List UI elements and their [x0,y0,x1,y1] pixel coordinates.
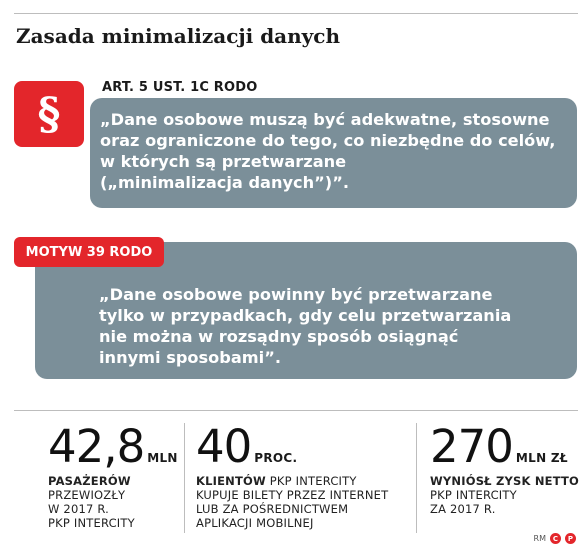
author-initials: RM [533,534,546,543]
stat-line: LUB ZA POŚREDNICTWEM [196,502,349,516]
stat-line: ZA 2017 R. [430,502,496,516]
stat-divider [184,423,185,533]
stat-number: 40 [196,420,252,473]
stat-number: 42,8 [48,420,145,473]
stat-description [430,474,579,516]
paragraph-section-icon: § [14,81,84,147]
stat-unit: PROC. [254,451,298,465]
stat-description [48,474,178,530]
motyw-label: MOTYW 39 RODO [14,237,164,267]
stat-passengers [48,420,178,530]
stat-profit [430,420,580,516]
stat-line: APLIKACJI MOBILNEJ [196,516,314,530]
stat-line: PKP INTERCITY [430,488,517,502]
logo-c-icon: C [550,533,561,544]
stat-unit: MLN [147,451,178,465]
quote-box-article [90,98,577,208]
stat-bold: WYNIÓSŁ ZYSK NETTO [430,474,580,488]
top-rule [14,13,578,14]
stat-divider [416,423,417,533]
stat-unit: MLN ZŁ [515,451,568,465]
quote-text-motyw: „Dane osobowe powinny być przetwarzane tylko w przypadkach, gdy celu przetwarzania nie można w rozsądny sposób osiągnąć innymi sposobami”. [99,285,512,367]
stat-line: W 2017 R. [48,502,109,516]
stat-line: PRZEWIOZŁY [48,488,126,502]
footer-credits [534,533,576,544]
page-title: Zasada minimalizacji danych [16,24,341,48]
logo-p-icon: P [565,533,576,544]
stat-number: 270 [430,420,513,473]
stat-clients [196,420,389,530]
stat-description [196,474,388,530]
stat-line: KUPUJE BILETY PRZEZ INTERNET [196,488,389,502]
stat-bold: KLIENTÓW [196,474,266,488]
stat-bold: PASAŻERÓW [48,474,131,488]
stats-rule [14,410,578,411]
article-label: ART. 5 UST. 1C RODO [102,80,258,95]
stat-line: PKP INTERCITY [265,474,357,488]
stat-line: PKP INTERCITY [48,516,135,530]
quote-text-article: „Dane osobowe muszą być adekwatne, stosowne oraz ograniczone do tego, co niezbędne do celów, w których są przetwarzane („minimalizacja danych”)”. [100,110,556,192]
